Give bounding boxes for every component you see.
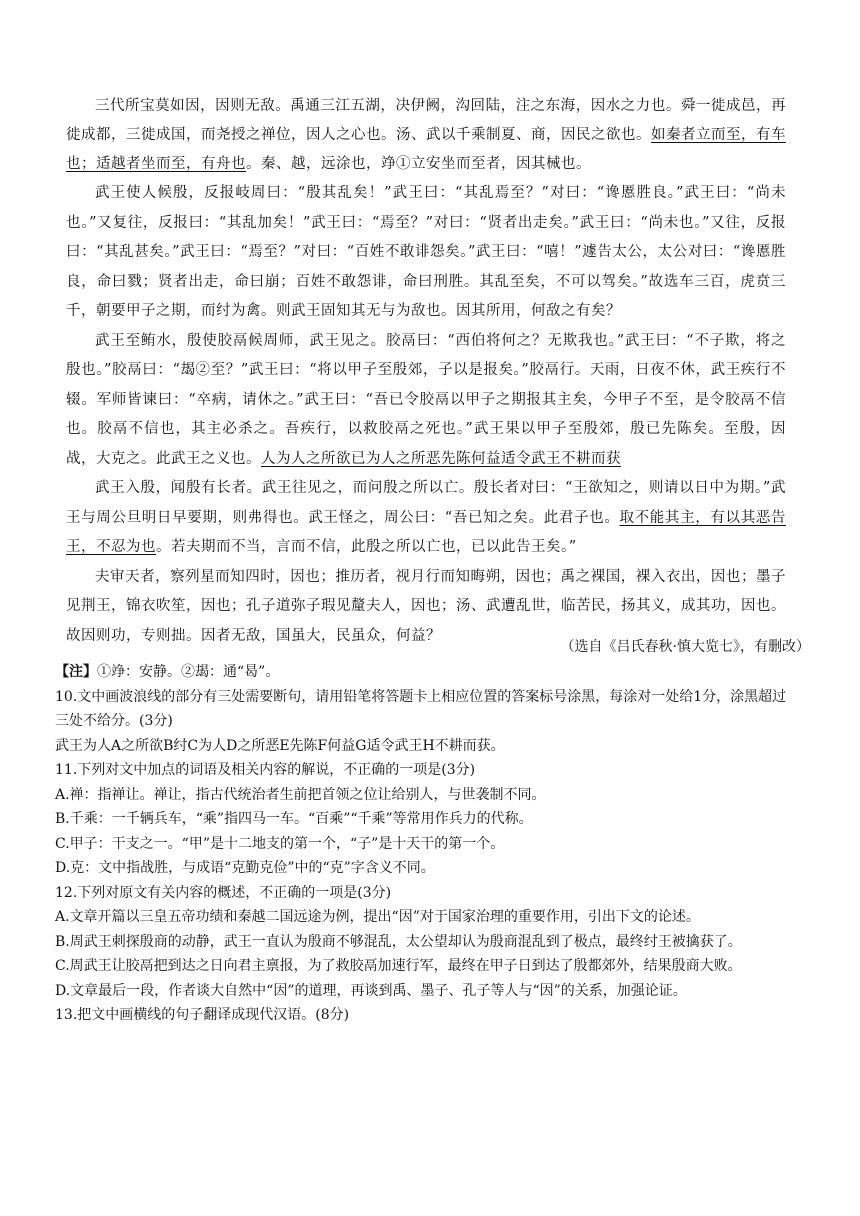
passage-paragraph-3 xyxy=(66,327,786,475)
underlined-sentence-2: 取不能其主，有以其恶告王，不忍为也 xyxy=(66,509,786,555)
question-12-option-d[interactable]: D.文章最后一段，作者谈大自然中“因”的道理，再谈到禹、墨子、孔子等人与“因”的关系，加强论证。 xyxy=(55,982,687,999)
question-13-stem: 13.把文中画横线的句子翻译成现代汉语。(8分) xyxy=(55,1007,350,1023)
wavy-line-sentence: 人为人之所欲已为人之所恶先陈何益适令武王不耕而获 xyxy=(261,450,621,467)
question-10-stem: 10.文中画波浪线的部分有三处需要断句，请用铅笔将答题卡上相应位置的答案标号涂黑，每涂对一处给1分，涂黑超过三处不给分。(3分) xyxy=(55,688,787,729)
paragraph-3-text: 武王至鲔水，殷使胶鬲候周师，武王见之。胶鬲曰：“西伯将何之？无欺我也。”武王曰：“不子欺，将之殷也。”胶鬲曰：“朅②至？”武王曰：“将以甲子至殷郊，子以是报矣。”胶鬲行。天雨，日夜不休，武王疾行不辍。军师皆谏曰：“卒病，请休之。”武王曰：“吾已令胶鬲以甲子之期报其主矣，今甲子不至，是令胶鬲不信也。胶鬲不信也，其主必杀之。吾疾行，以救胶鬲之死也。”武王果以甲子至殷郊，殷已先陈矣。至殷，因战，大克之。此武王之义也。 xyxy=(66,332,786,467)
question-12-stem: 12.下列对原文有关内容的概述，不正确的一项是(3分) xyxy=(55,884,392,901)
questions-section xyxy=(55,660,797,1028)
passage-paragraph-2: 武王使人候殷，反报岐周曰：“殷其乱矣！”武王曰：“其乱焉至？”对曰：“谗慝胜良。”武王曰：“尚未也。”又复往，反报曰：“其乱加矣！”武王曰：“焉至？”对曰：“贤者出走矣。”武王曰：“尚未也。”又往，反报曰：“其乱甚矣。”武王曰：“焉至？”对曰：“百姓不敢诽怨矣。”武王曰：“嘻！”遽告太公，太公对曰：“谗慝胜良，命曰戮；贤者出走，命曰崩；百姓不敢怨诽，命曰刑胜。其乱至矣，不可以驾矣。”故选车三百，虎贲三千，朝要甲子之期，而纣为禽。则武王固知其无与为敌也。因其所用，何敌之有矣？ xyxy=(66,185,786,319)
note-text: ①竫：安静。②朅：通“曷”。 xyxy=(97,664,280,680)
question-11-option-b[interactable]: B.千乘：一千辆兵车，“乘”指四马一车。“百乘”“千乘”等常用作兵力的代称。 xyxy=(55,811,533,827)
paragraph-1-text: 三代所宝莫如因，因则无敌。禹通三江五湖，决伊阙，沟回陆，注之东海，因水之力也。舜一徙成邑，再徙成都，三徙成国，而尧授之禅位，因人之心也。汤、武以千乘制夏、商，因民之欲也。 xyxy=(66,98,786,143)
question-11-option-a[interactable]: A.禅：指禅让。禅让，指古代统治者生前把首领之位让给别人，与世袭制不同。 xyxy=(55,786,546,803)
passage-paragraph-5: 夫审天者，察列星而知四时，因也；推历者，视月行而知晦朔，因也；禹之裸国，裸入衣出，因也；墨子见荆王，锦衣吹笙，因也；孔子道弥子瑕见釐夫人，因也；汤、武遭乱世，临苦民，扬其义，成其功，因也。故因则功，专则拙。因者无敌，国虽大，民虽众，何益？ xyxy=(66,568,786,644)
classical-chinese-passage xyxy=(66,92,786,651)
question-11-option-c[interactable]: C.甲子：干支之一。“甲”是十二地支的第一个，“子”是十天干的第一个。 xyxy=(55,835,505,852)
passage-paragraph-1 xyxy=(66,92,786,179)
note-tag: 【注】 xyxy=(55,664,97,680)
question-11-stem: 11.下列对文中加点的词语及相关内容的解说，不正确的一项是(3分) xyxy=(55,762,476,778)
source-citation: （选自《吕氏春秋·慎大览七》，有删改） xyxy=(560,639,810,655)
passage-paragraph-4 xyxy=(66,474,786,563)
question-11-option-d[interactable]: D.克：文中指战胜，与成语“克勤克俭”中的“克”字含义不同。 xyxy=(55,860,435,876)
question-12-option-a[interactable]: A.文章开篇以三皇五帝功绩和秦越二国远途为例，提出“因”对于国家治理的重要作用，引出下文的论述。 xyxy=(55,909,700,925)
paragraph-4-text: 武王入殷，闻殷有长者。武王往见之，而问殷之所以亡。殷长者对曰：“王欲知之，则请以日中为期。”武王与周公旦明日早要期，则弗得也。武王怪之，周公曰：“吾已知之矣。此君子也。 xyxy=(66,480,786,526)
underlined-sentence-1: 如秦者立而至，有车也；适越者坐而至，有舟也 xyxy=(66,127,786,172)
question-10-sentence: 武王为人A之所欲B纣C为人D之所恶E先陈F何益G适令武王H不耕而获。 xyxy=(55,737,505,754)
annotation-note xyxy=(55,660,797,685)
paragraph-4-tail: 。若夫期而不当，言而不信，此殷之所以亡也，已以此告王矣。” xyxy=(156,539,577,555)
paragraph-1-tail: 。秦、越，远涂也，竫①立安坐而至者，因其械也。 xyxy=(246,156,591,172)
question-12-option-c[interactable]: C.周武王让胶鬲把到达之日向君主禀报，为了救胶鬲加速行军，最终在甲子日到达了殷都郊外，结果殷商大败。 xyxy=(55,958,742,974)
question-12-option-b[interactable]: B.周武王刺探殷商的动静，武王一直认为殷商不够混乱，太公望却认为殷商混乱到了极点，最终纣王被擒获了。 xyxy=(55,933,742,950)
